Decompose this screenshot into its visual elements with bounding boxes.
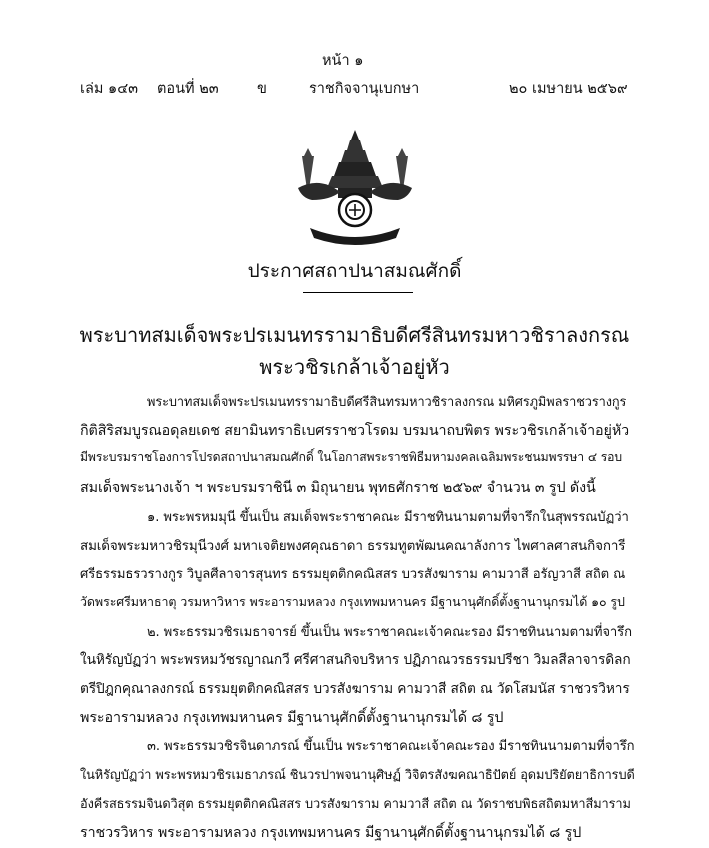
body-line: สมเด็จพระมหาวชิรมุนีวงศ์ มหาเจติยพงศคุณธาดา ธรรมทูตพัฒนคณาลังการ ไพศาลศาสนกิจการี [80, 538, 626, 554]
body-line: ๑. พระพรหมมุนี ขึ้นเป็น สมเด็จพระราชาคณะ มีราชทินนามตามที่จารึกในสุพรรณบัฏว่า [147, 509, 629, 525]
title-divider [303, 292, 413, 293]
royal-emblem-icon [290, 126, 420, 250]
body-line: พระบาทสมเด็จพระปรเมนทรรามาธิบดีศรีสินทรมหาวชิราลงกรณ มหิศรภูมิพลราชวรางกูร [147, 395, 627, 410]
body-line: อังคีรสธรรมจินดวิสุต ธรรมยุตติกคณิสสร บวรสังฆาราม คามวาสี สถิต ณ วัดราชบพิธสถิตมหาสีมาราม [80, 796, 631, 812]
body-line: มีพระบรมราชโองการโปรดสถาปนาสมณศักดิ์ ในโอกาสพระราชพิธีมหามงคลเฉลิมพระชนมพรรษา ๔ รอบ [80, 450, 623, 465]
king-name-line-1: พระบาทสมเด็จพระปรเมนทรรามาธิบดีศรีสินทรมหาวชิราลงกรณ [79, 323, 630, 347]
body-line: สมเด็จพระนางเจ้า ฯ พระบรมราชินี ๓ มิถุนายน พุทธศักราช ๒๕๖๙ จำนวน ๓ รูป ดังนี้ [80, 480, 596, 497]
section-label: ตอนที่ ๒๓ [157, 81, 219, 97]
publication-date: ๒๐ เมษายน ๒๕๖๙ [509, 81, 628, 97]
body-line: พระอารามหลวง กรุงเทพมหานคร มีฐานานุศักดิ์ตั้งฐานานุกรมได้ ๘ รูป [80, 709, 504, 726]
king-name-line-2: พระวชิรเกล้าเจ้าอยู่หัว [259, 355, 450, 379]
body-line: ตรีปิฎกคุณาลงกรณ์ ธรรมยุตติกคณิสสร บวรสังฆาราม คามวาสี สถิต ณ วัดโสมนัส ราชวรวิหาร [80, 681, 630, 697]
section-letter: ข [257, 81, 267, 97]
document-title: ประกาศสถาปนาสมณศักดิ์ [247, 260, 462, 282]
volume-label: เล่ม ๑๔๓ [80, 81, 139, 97]
body-line: ๒. พระธรรมวชิรเมธาจารย์ ขึ้นเป็น พระราชาคณะเจ้าคณะรอง มีราชทินนามตามที่จารึก [147, 624, 632, 640]
page-number: หน้า ๑ [322, 53, 364, 69]
body-line: ศรีธรรมธรวรางกูร วิบูลศีลาจารสุนทร ธรรมยุตติกคณิสสร บวรสังฆาราม คามวาสี อรัญวาสี สถิต ณ [80, 567, 626, 583]
body-line: ๓. พระธรรมวชิรจินดาภรณ์ ขึ้นเป็น พระราชาคณะเจ้าคณะรอง มีราชทินนามตามที่จารึก [147, 739, 635, 755]
body-line: ในหิรัญบัฏว่า พระพรหมวัชรญาณกวี ศรีศาสนกิจบริหาร ปฏิภาณวรธรรมปรีชา วิมลสีลาจารดิลก [80, 652, 631, 669]
body-line: ราชวรวิหาร พระอารามหลวง กรุงเทพมหานคร มีฐานานุศักดิ์ตั้งฐานานุกรมได้ ๘ รูป [80, 824, 582, 841]
body-line: วัดพระศรีมหาธาตุ วรมหาวิหาร พระอารามหลวง กรุงเทพมหานคร มีฐานานุศักดิ์ตั้งฐานานุกรมได้ ๑๐ รูป [80, 593, 625, 609]
body-line: กิติสิริสมบูรณอดุลยเดช สยามินทราธิเบศรราชวโรดม บรมนาถบพิตร พระวชิรเกล้าเจ้าอยู่หัว [80, 422, 630, 439]
publication-name: ราชกิจจานุเบกษา [309, 81, 420, 97]
body-line: ในหิรัญบัฏว่า พระพรหมวชิรเมธาภรณ์ ชินวรปาพจนานุศิษฏ์ วิจิตรสังฆคณาธิปัตย์ อุดมปริยัตยาธิการบดี [80, 768, 635, 784]
